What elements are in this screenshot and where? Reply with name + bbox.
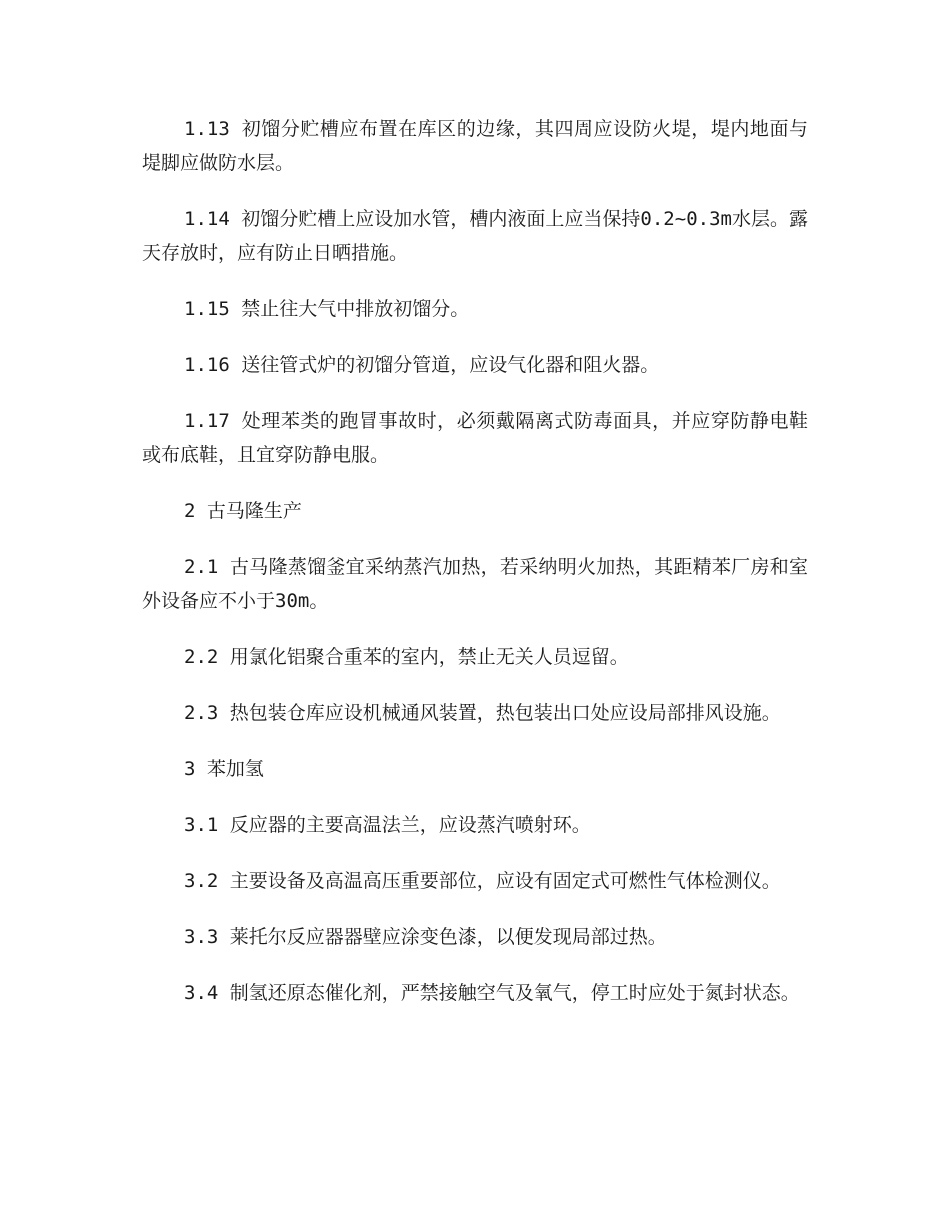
clause-1-14: 1.14 初馏分贮槽上应设加水管，槽内液面上应当保持0.2~0.3m水层。露天存放时，应有防止日晒措施。 — [142, 208, 808, 264]
clause-3-1: 3.1 反应器的主要高温法兰，应设蒸汽喷射环。 — [184, 814, 591, 836]
clause-1-16: 1.16 送往管式炉的初馏分管道，应设气化器和阻火器。 — [184, 354, 660, 376]
clause-1-15: 1.15 禁止往大气中排放初馏分。 — [184, 298, 470, 320]
clause-1-13: 1.13 初馏分贮槽应布置在库区的边缘，其四周应设防火堤，堤内地面与堤脚应做防水层。 — [142, 118, 808, 174]
clause-3-3: 3.3 莱托尔反应器器壁应涂变色漆，以便发现局部过热。 — [184, 926, 667, 948]
clause-2-1: 2.1 古马隆蒸馏釜宜采纳蒸汽加热，若采纳明火加热，其距精苯厂房和室外设备应不小于30m。 — [142, 556, 808, 612]
clause-2-2: 2.2 用氯化铝聚合重苯的室内，禁止无关人员逗留。 — [184, 646, 629, 668]
clause-3-4: 3.4 制氢还原态催化剂，严禁接触空气及氧气，停工时应处于氮封状态。 — [184, 982, 800, 1004]
clause-2-3: 2.3 热包装仓库应设机械通风装置，热包装出口处应设局部排风设施。 — [184, 702, 781, 724]
clause-3-2: 3.2 主要设备及高温高压重要部位，应设有固定式可燃性气体检测仪。 — [184, 870, 781, 892]
section-heading-3: 3 苯加氢 — [184, 758, 264, 780]
section-heading-2: 2 古马隆生产 — [184, 500, 302, 522]
document-body — [142, 112, 808, 1032]
clause-1-17: 1.17 处理苯类的跑冒事故时，必须戴隔离式防毒面具，并应穿防静电鞋或布底鞋，且宜穿防静电服。 — [142, 410, 808, 466]
